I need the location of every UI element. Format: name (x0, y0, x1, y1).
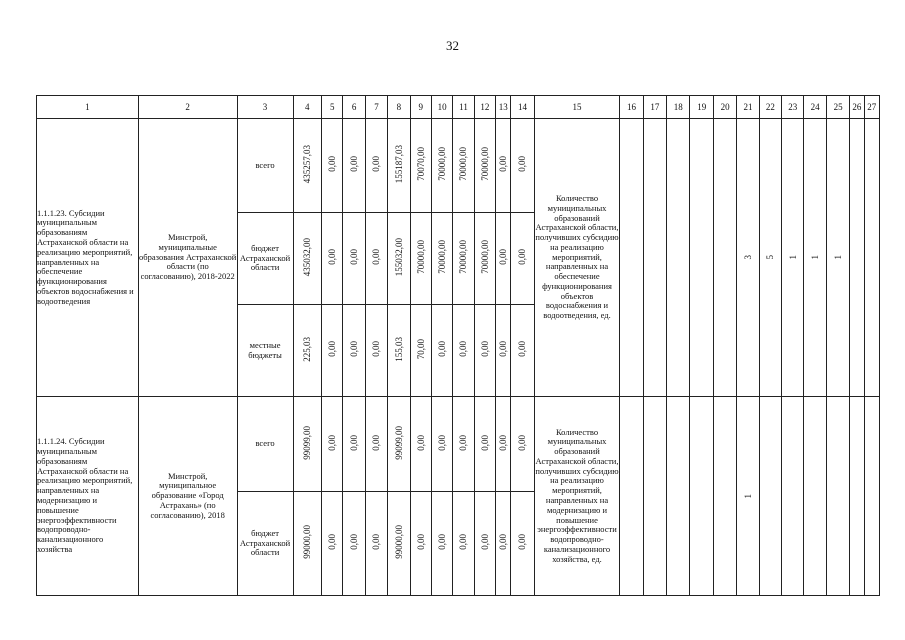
value-text: 435257,03 (302, 144, 313, 184)
target-cell (713, 119, 736, 397)
value-text: 0,00 (517, 156, 528, 172)
header-cell: 4 (293, 96, 322, 119)
value-cell (343, 119, 365, 213)
value-cell (431, 397, 452, 492)
value-cell (322, 492, 343, 596)
header-cell: 13 (496, 96, 511, 119)
value-cell (293, 305, 322, 397)
target-cell (782, 397, 804, 596)
value-cell (474, 213, 495, 305)
value-text: 155032,00 (393, 237, 404, 277)
value-text: 0,00 (327, 156, 338, 172)
value-text: 0,00 (517, 534, 528, 550)
value-text: 0,00 (458, 434, 469, 451)
table-row (37, 119, 880, 213)
value-text: 70070,00 (415, 147, 426, 181)
indicator-cell: Количество муниципальных образований Астраханской области, получивших субсидию на реализацию мероприятий, направленных на модернизацию и повышение энергоэффективности водопроводно-канализационного хозяйства, ед. (534, 397, 620, 596)
value-text: 0,00 (327, 341, 338, 357)
value-cell (453, 397, 474, 492)
target-cell (737, 119, 759, 397)
value-cell (431, 119, 452, 213)
header-cell: 14 (511, 96, 534, 119)
target-cell (759, 397, 781, 596)
value-text: 70000,00 (479, 147, 490, 181)
value-cell (388, 305, 410, 397)
value-cell (474, 119, 495, 213)
value-text: 0,00 (479, 341, 490, 357)
value-text: 0,00 (436, 434, 447, 451)
value-cell (431, 213, 452, 305)
value-cell (453, 305, 474, 397)
target-cell (804, 119, 826, 397)
header-cell: 26 (850, 96, 864, 119)
value-cell (474, 397, 495, 492)
header-cell: 6 (343, 96, 365, 119)
value-text: 0,00 (371, 534, 382, 550)
target-cell (826, 119, 849, 397)
funding-source: всего (237, 397, 293, 492)
value-text: 0,00 (517, 341, 528, 357)
value-cell (453, 119, 474, 213)
header-cell: 15 (534, 96, 620, 119)
header-cell: 24 (804, 96, 826, 119)
value-text: 435032,00 (302, 237, 313, 277)
value-text: 0,00 (498, 434, 509, 451)
value-cell (431, 492, 452, 596)
value-cell (496, 397, 511, 492)
target-cell (782, 119, 804, 397)
value-text: 0,00 (371, 156, 382, 172)
value-text: 70000,00 (436, 147, 447, 181)
value-text: 0,00 (498, 156, 509, 172)
funding-source: бюджет Астраханской области (237, 492, 293, 596)
header-cell: 3 (237, 96, 293, 119)
header-cell: 9 (410, 96, 431, 119)
header-cell: 22 (759, 96, 781, 119)
program-table (36, 95, 880, 596)
value-cell (343, 213, 365, 305)
value-cell (322, 119, 343, 213)
value-cell (365, 492, 387, 596)
header-cell: 25 (826, 96, 849, 119)
executor-cell: Минстрой, муниципальное образование «Город Астрахань» (по согласованию), 2018 (138, 397, 237, 596)
value-text: 99099,00 (393, 425, 404, 460)
value-text: 0,00 (436, 341, 447, 357)
value-cell (293, 397, 322, 492)
target-cell (759, 119, 781, 397)
target-value: 1 (832, 255, 843, 260)
target-cell (713, 397, 736, 596)
value-text: 99099,00 (302, 425, 313, 460)
value-cell (453, 492, 474, 596)
target-value: 5 (765, 255, 776, 260)
value-text: 70,00 (415, 338, 426, 360)
value-cell (496, 213, 511, 305)
header-cell: 10 (431, 96, 452, 119)
target-cell (667, 119, 690, 397)
target-cell (690, 119, 713, 397)
value-text: 0,00 (327, 434, 338, 451)
value-text: 155,03 (393, 336, 404, 362)
value-cell (388, 397, 410, 492)
value-text: 70000,00 (458, 240, 469, 274)
value-text: 155187,03 (393, 144, 404, 184)
value-text: 99000,00 (393, 525, 404, 559)
value-cell (322, 213, 343, 305)
value-text: 0,00 (498, 249, 509, 265)
measure-description: 1.1.1.23. Субсидии муниципальным образованиям Астраханской области на реализацию мероприятий, направленных на обеспечение функционирования объектов водоснабжения и водоотведения (37, 119, 139, 397)
value-cell (365, 397, 387, 492)
target-cell (804, 397, 826, 596)
target-cell (643, 119, 666, 397)
value-cell (365, 213, 387, 305)
value-cell (410, 119, 431, 213)
value-text: 225,03 (302, 336, 313, 362)
value-cell (410, 492, 431, 596)
header-cell: 1 (37, 96, 139, 119)
value-cell (410, 397, 431, 492)
value-text: 0,00 (498, 341, 509, 357)
header-row (37, 96, 880, 119)
header-cell: 23 (782, 96, 804, 119)
target-cell (737, 397, 759, 596)
value-cell (496, 305, 511, 397)
target-value: 1 (787, 255, 798, 260)
header-cell: 19 (690, 96, 713, 119)
value-cell (322, 397, 343, 492)
target-value: 3 (742, 255, 753, 260)
value-text: 0,00 (415, 434, 426, 451)
header-cell: 5 (322, 96, 343, 119)
page-number: 32 (446, 38, 459, 53)
value-text: 70000,00 (479, 240, 490, 274)
target-cell (690, 397, 713, 596)
value-text: 0,00 (371, 249, 382, 265)
value-cell (343, 305, 365, 397)
value-text: 70000,00 (415, 240, 426, 274)
value-cell (511, 305, 534, 397)
value-cell (322, 305, 343, 397)
value-text: 0,00 (458, 341, 469, 357)
header-cell: 16 (620, 96, 643, 119)
target-cell (643, 397, 666, 596)
value-text: 0,00 (348, 249, 359, 265)
target-cell (620, 119, 643, 397)
value-text: 70000,00 (436, 240, 447, 274)
value-cell (343, 492, 365, 596)
value-text: 0,00 (436, 534, 447, 550)
target-cell (864, 397, 879, 596)
value-text: 70000,00 (458, 147, 469, 181)
value-text: 0,00 (479, 534, 490, 550)
target-cell (620, 397, 643, 596)
funding-source: местные бюджеты (237, 305, 293, 397)
value-cell (496, 492, 511, 596)
header-cell: 7 (365, 96, 387, 119)
target-cell (864, 119, 879, 397)
target-cell (667, 397, 690, 596)
value-text: 0,00 (348, 156, 359, 172)
value-cell (410, 305, 431, 397)
value-text: 0,00 (458, 534, 469, 550)
funding-source: бюджет Астраханской области (237, 213, 293, 305)
value-text: 0,00 (348, 341, 359, 357)
value-cell (293, 492, 322, 596)
value-text: 0,00 (348, 434, 359, 451)
value-text: 0,00 (371, 341, 382, 357)
value-cell (365, 119, 387, 213)
value-text: 0,00 (479, 434, 490, 451)
executor-cell: Минстрой, муниципальные образования Астраханской области (по согласованию), 2018-2022 (138, 119, 237, 397)
value-text: 0,00 (327, 534, 338, 550)
value-cell (511, 213, 534, 305)
header-cell: 8 (388, 96, 410, 119)
value-cell (431, 305, 452, 397)
header-cell: 21 (737, 96, 759, 119)
value-text: 0,00 (327, 249, 338, 265)
header-cell: 17 (643, 96, 666, 119)
funding-source: всего (237, 119, 293, 213)
value-cell (511, 119, 534, 213)
target-cell (850, 119, 864, 397)
value-text: 0,00 (415, 534, 426, 550)
target-value: 1 (809, 255, 820, 260)
value-cell (293, 119, 322, 213)
target-cell (850, 397, 864, 596)
value-cell (293, 213, 322, 305)
header-cell: 18 (667, 96, 690, 119)
header-cell: 11 (453, 96, 474, 119)
value-cell (474, 492, 495, 596)
value-cell (453, 213, 474, 305)
target-cell (826, 397, 849, 596)
value-cell (496, 119, 511, 213)
value-text: 0,00 (348, 534, 359, 550)
header-cell: 20 (713, 96, 736, 119)
value-cell (511, 397, 534, 492)
value-cell (388, 213, 410, 305)
measure-description: 1.1.1.24. Субсидии муниципальным образованиям Астраханской области на реализацию мероприятий, направленных на модернизацию и повышение энергоэффективности водопроводно-канализационного хозяйства (37, 397, 139, 596)
table-row (37, 397, 880, 492)
target-value: 1 (742, 493, 753, 499)
value-cell (474, 305, 495, 397)
value-text: 0,00 (517, 434, 528, 451)
value-text: 0,00 (371, 434, 382, 451)
value-cell (365, 305, 387, 397)
value-text: 99000,00 (302, 525, 313, 559)
header-cell: 2 (138, 96, 237, 119)
value-cell (343, 397, 365, 492)
value-cell (511, 492, 534, 596)
header-cell: 12 (474, 96, 495, 119)
value-cell (388, 492, 410, 596)
header-cell: 27 (864, 96, 879, 119)
value-text: 0,00 (517, 249, 528, 265)
value-text: 0,00 (498, 534, 509, 550)
indicator-cell: Количество муниципальных образований Астраханской области, получивших субсидию на реализацию мероприятий, направленных на обеспечение функционирования объектов водоснабжения и водоотведения, ед. (534, 119, 620, 397)
value-cell (388, 119, 410, 213)
value-cell (410, 213, 431, 305)
